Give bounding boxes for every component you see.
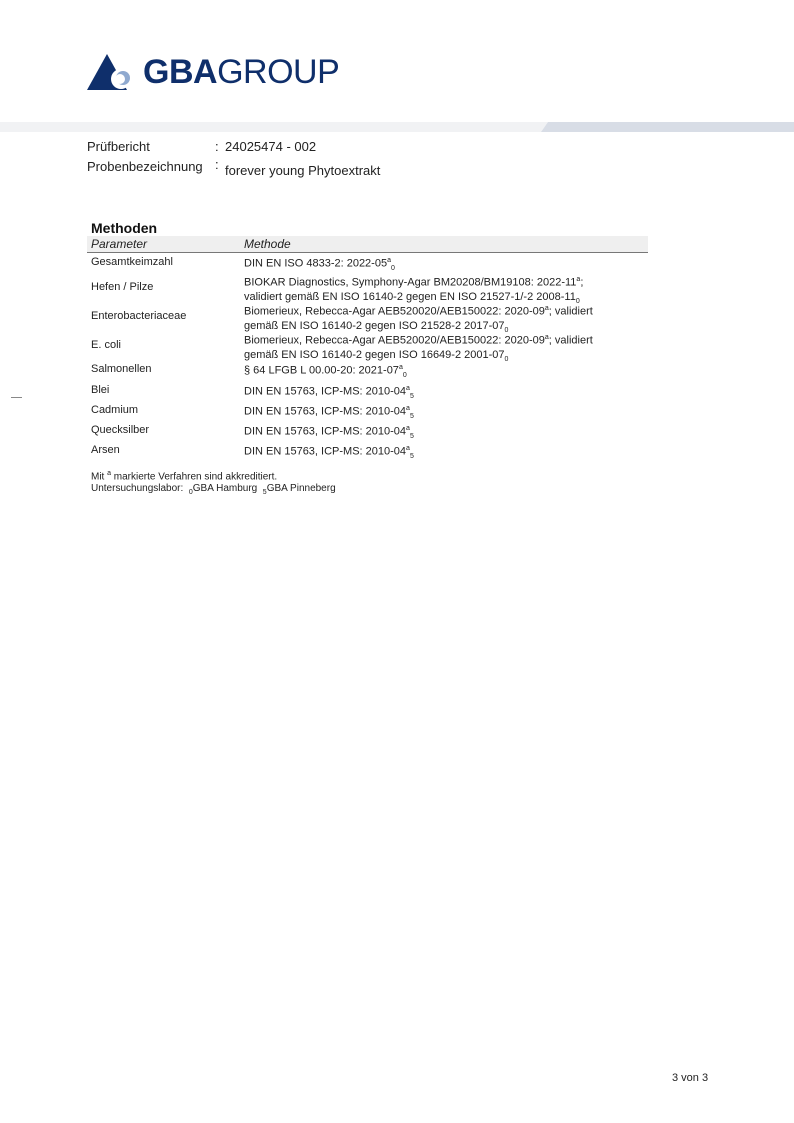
parameter-cell: Enterobacteriaceae: [91, 310, 187, 322]
method-text: gemäß EN ISO 16140-2 gegen ISO 16649-2 2001-07: [244, 348, 505, 361]
accreditation-superscript: a: [406, 445, 410, 452]
method-text: Biomerieux, Rebecca-Agar AEB520020/AEB150022: 2020-09: [244, 334, 545, 347]
lab-hamburg-index: 0: [188, 489, 193, 496]
parameter-cell: Quecksilber: [91, 424, 150, 436]
method-line: [244, 382, 654, 404]
accreditation-superscript: a: [544, 334, 549, 341]
method-text-tail: ; validiert: [548, 305, 593, 318]
lab-subscript: 0: [390, 264, 395, 272]
method-line: [244, 331, 654, 348]
lab-subscript: 0: [504, 326, 509, 334]
accreditation-note-post: markierte Verfahren sind akkreditiert.: [111, 471, 278, 483]
method-text: DIN EN 15763, ICP-MS: 2010-04: [244, 385, 407, 398]
method-cell: [244, 422, 654, 444]
column-header-method: Methode: [244, 237, 291, 251]
lab-subscript: 0: [575, 297, 580, 305]
method-line: [244, 302, 654, 319]
method-line: [244, 361, 654, 383]
method-text: BIOKAR Diagnostics, Symphony-Agar BM20208/BM19108: 2022-11: [244, 276, 577, 289]
report-number-colon: :: [215, 139, 219, 154]
method-cell: [244, 361, 654, 383]
report-number-value: 24025474 - 002: [225, 139, 317, 154]
sample-name-label: Probenbezeichnung: [87, 159, 203, 174]
method-cell: [244, 442, 654, 464]
column-header-parameter: Parameter: [91, 237, 148, 251]
method-line: [244, 442, 654, 464]
accreditation-superscript: a: [398, 364, 403, 371]
accreditation-note-pre: Mit: [91, 471, 108, 483]
lab-subscript: 5: [409, 412, 414, 420]
method-text: gemäß EN ISO 16140-2 gegen ISO 21528-2 2017-07: [244, 319, 505, 332]
parameter-cell: E. coli: [91, 339, 121, 351]
lab-subscript: 0: [504, 355, 509, 363]
laboratories-label: Untersuchungslabor:: [91, 483, 184, 494]
accreditation-note: [91, 470, 277, 482]
parameter-cell: Arsen: [91, 444, 120, 456]
accreditation-superscript: a: [544, 305, 549, 312]
lab-subscript: 0: [402, 371, 407, 379]
method-line: [244, 402, 654, 424]
accreditation-superscript: a: [576, 276, 581, 283]
parameter-cell: Cadmium: [91, 404, 139, 416]
parameter-cell: Hefen / Pilze: [91, 281, 154, 293]
method-text: DIN EN ISO 4833-2: 2022-05: [244, 257, 388, 270]
parameter-cell: Salmonellen: [91, 363, 152, 375]
lab-subscript: 5: [409, 432, 414, 440]
method-cell: [244, 382, 654, 404]
margin-mark: [11, 397, 22, 398]
lab-pinneberg-index: 5: [262, 489, 267, 496]
lab-pinneberg-name: GBA Pinneberg: [266, 483, 336, 494]
page-number: 3 von 3: [672, 1072, 709, 1084]
method-line: [244, 422, 654, 444]
laboratories-note: [91, 483, 336, 496]
lab-subscript: 5: [409, 452, 414, 460]
header-band: [0, 122, 794, 132]
sample-name-colon: :: [215, 157, 219, 172]
logo-word-group: GROUP: [217, 53, 340, 91]
method-line: [244, 273, 654, 290]
parameter-cell: Blei: [91, 384, 110, 396]
report-number-label: Prüfbericht: [87, 139, 150, 154]
method-text-tail: ; validiert: [548, 334, 593, 347]
method-text: DIN EN 15763, ICP-MS: 2010-04: [244, 405, 407, 418]
accreditation-superscript: a: [387, 257, 391, 264]
logo-word-gba: GBA: [143, 53, 218, 91]
method-cell: [244, 402, 654, 424]
method-text: validiert gemäß EN ISO 16140-2 gegen EN ISO 21527-1/-2 2008-11: [244, 290, 576, 303]
method-text-tail: ;: [580, 276, 584, 289]
accreditation-superscript: a: [406, 405, 410, 412]
method-text: DIN EN 15763, ICP-MS: 2010-04: [244, 425, 407, 438]
sample-name-value: forever young Phytoextrakt: [225, 163, 381, 178]
method-text: Biomerieux, Rebecca-Agar AEB520020/AEB150022: 2020-09: [244, 305, 545, 318]
method-text: § 64 LFGB L 00.00-20: 2021-07: [244, 364, 399, 377]
lab-hamburg-name: GBA Hamburg: [192, 483, 258, 494]
methods-title: Methoden: [91, 220, 158, 236]
lab-subscript: 5: [409, 392, 414, 400]
logo-wordmark: [143, 55, 339, 89]
gba-group-logo: [87, 50, 339, 94]
parameter-cell: Gesamtkeimzahl: [91, 256, 173, 268]
accreditation-superscript: a: [406, 385, 410, 392]
accreditation-mark: a: [107, 470, 112, 477]
gba-triangle-logo-icon: [87, 52, 137, 92]
methods-table-header: [87, 236, 648, 253]
accreditation-superscript: a: [406, 425, 410, 432]
method-text: DIN EN 15763, ICP-MS: 2010-04: [244, 445, 407, 458]
